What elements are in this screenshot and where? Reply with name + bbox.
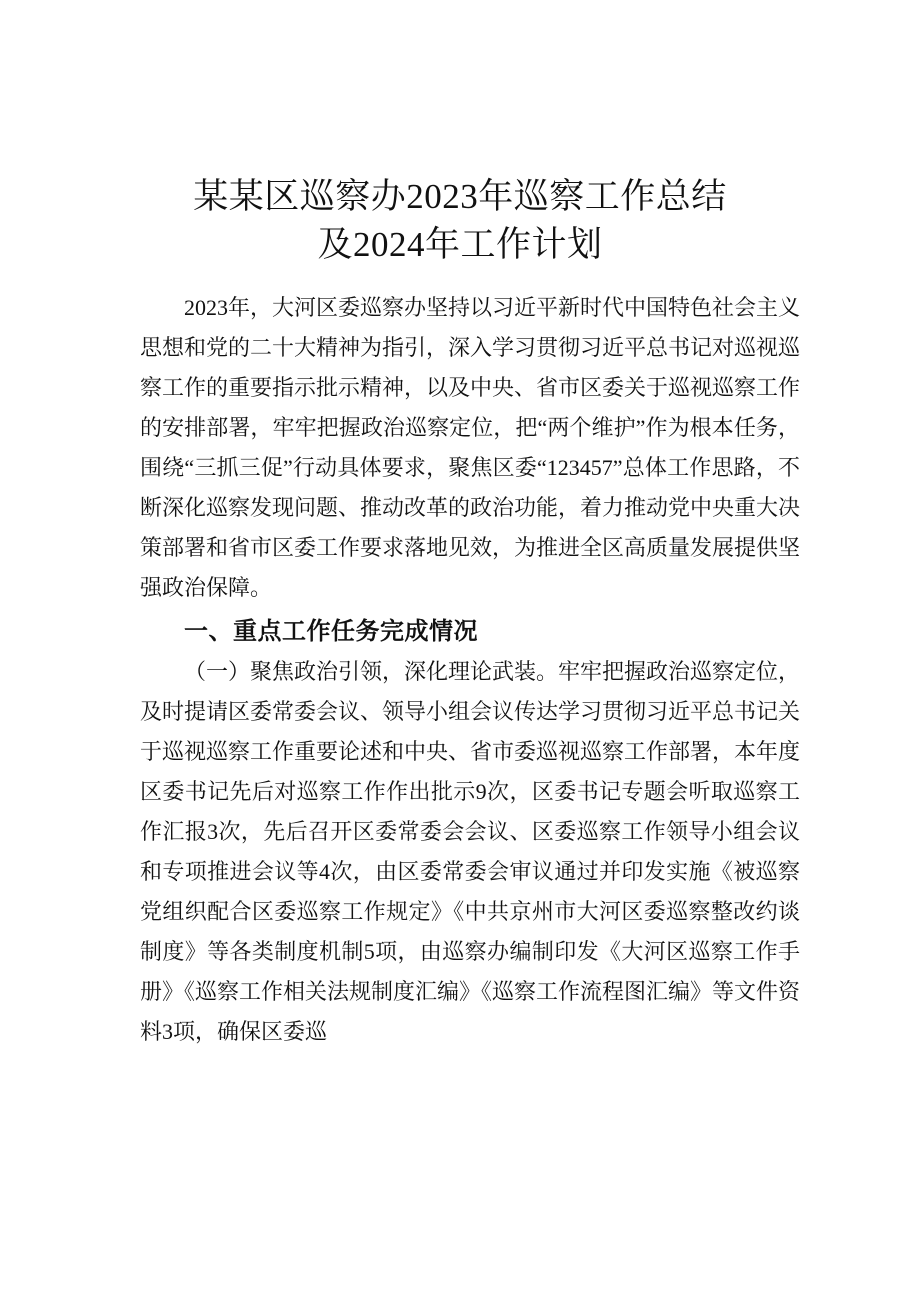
intro-paragraph: 2023年，大河区委巡察办坚持以习近平新时代中国特色社会主义思想和党的二十大精神为指引，深入学习贯彻习近平总书记对巡视巡察工作的重要指示批示精神，以及中央、省市区委关于巡视巡察工作的安排部署，牢牢把握政治巡察定位，把“两个维护”作为根本任务，围绕“三抓三促”行动具体要求，聚焦区委“123457”总体工作思路，不断深化巡察发现问题、推动改革的政治功能，着力推动党中央重大决策部署和省市区委工作要求落地见效，为推进全区高质量发展提供坚强政治保障。 bbox=[140, 295, 801, 600]
section-1-paragraph-1: （一）聚焦政治引领，深化理论武装。牢牢把握政治巡察定位，及时提请区委常委会议、领导小组会议传达学习贯彻习近平总书记关于巡视巡察工作重要论述和中央、省市委巡视巡察工作部署，本年度区委书记先后对巡察工作作出批示9次，区委书记专题会听取巡察工作汇报3次，先后召开区委常委会会议、区委巡察工作领导小组会议和专项推进会议等4次，由区委常委会审议通过并印发实施《被巡察党组织配合区委巡察工作规定》《中共京州市大河区委巡察整改约谈制度》等各类制度机制5项，由巡察办编制印发《大河区巡察工作手册》《巡察工作相关法规制度汇编》《巡察工作流程图汇编》等文件资料3项，确保区委巡 bbox=[140, 659, 801, 1044]
title-line-1: 某某区巡察办2023年巡察工作总结 bbox=[193, 177, 727, 217]
title-line-2: 及2024年工作计划 bbox=[317, 225, 603, 265]
document-body bbox=[140, 288, 800, 1052]
section-heading-1: 一、重点工作任务完成情况 bbox=[184, 618, 478, 645]
document-title bbox=[120, 173, 800, 269]
